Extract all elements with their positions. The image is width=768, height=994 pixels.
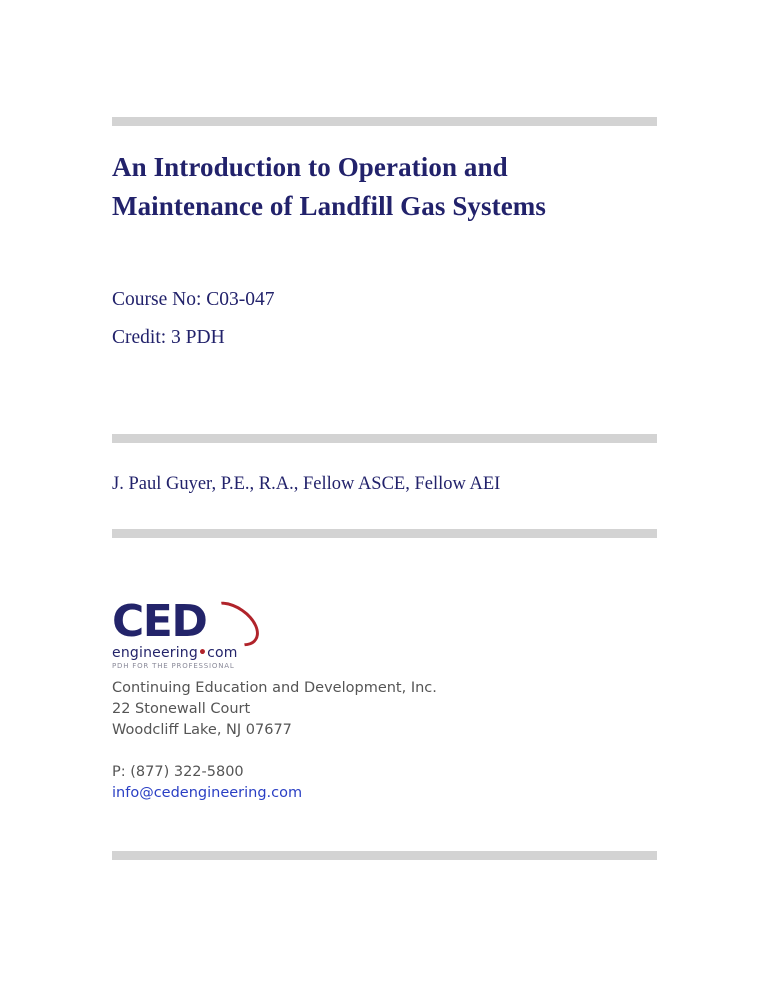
divider-bottom [112,851,657,860]
logo-subtitle-post: com [207,645,238,661]
course-credit: Credit: 3 PDH [112,327,225,348]
ced-logo [112,596,272,670]
logo-wordmark: CED [112,596,207,647]
logo-subtitle-dot-icon: • [197,645,208,661]
publisher-address-line2: Woodcliff Lake, NJ 07677 [112,722,292,738]
publisher-email-link[interactable]: info@cedengineering.com [112,785,303,801]
course-number: Course No: C03-047 [112,289,275,310]
divider-middle [112,434,657,443]
publisher-address-line1: 22 Stonewall Court [112,701,251,717]
divider-author-bottom [112,529,657,538]
page-title: An Introduction to Operation and Maintenance of Landfill Gas Systems [112,152,547,221]
publisher-phone: P: (877) 322-5800 [112,764,244,780]
publisher-address [112,678,657,741]
logo-subtitle-pre: engineering [112,645,198,661]
logo-subtitle [112,645,272,661]
author-name: J. Paul Guyer, P.E., R.A., Fellow ASCE, Fellow AEI [112,474,501,494]
logo-tagline: PDH FOR THE PROFESSIONAL [112,662,235,670]
divider-top [112,117,657,126]
page-content [112,0,657,860]
publisher-name: Continuing Education and Development, Inc. [112,680,437,696]
publisher-contact [112,762,657,804]
